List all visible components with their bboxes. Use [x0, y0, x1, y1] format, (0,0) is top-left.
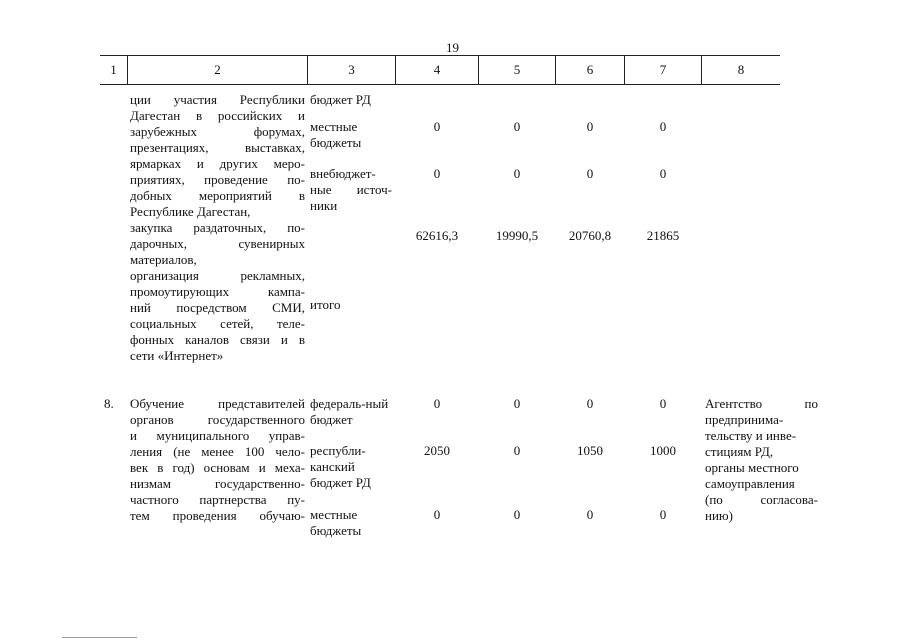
value-col-4: 2050	[424, 443, 450, 458]
value-col-5: 0	[513, 119, 521, 134]
value-col-7: 0	[659, 166, 667, 181]
header-col-4: 4	[433, 62, 441, 77]
source-label-total: итого	[310, 297, 341, 312]
value-col-7: 0	[659, 396, 667, 411]
source-label: местные бюджеты	[310, 507, 362, 538]
value-col-4: 62616,3	[415, 228, 459, 243]
description-line: Дагестан в российских и	[130, 108, 305, 123]
description-line: частного партнерства пу-	[130, 492, 305, 507]
value-col-7: 1000	[650, 443, 676, 458]
scan-edge-mark	[62, 637, 137, 638]
header-bottom-border	[100, 84, 780, 85]
value-col-7: 0	[659, 119, 667, 134]
value-col-6: 0	[586, 507, 594, 522]
description-line: ний посредством СМИ,	[130, 300, 305, 315]
header-col-8: 8	[737, 62, 745, 77]
value-col-4: 0	[433, 166, 441, 181]
executor-line: тельству и инве-	[705, 428, 797, 443]
description-line: ления (не менее 100 чело-	[130, 444, 305, 459]
description-line: зарубежных форумах,	[130, 124, 305, 139]
value-col-6: 20760,8	[568, 228, 612, 243]
value-col-5: 0	[513, 443, 521, 458]
value-col-7: 21865	[646, 228, 680, 243]
executor-line: (по согласова-	[705, 492, 818, 507]
description-line: тем проведения обучаю-	[130, 508, 305, 523]
description-line: век в год) основам и меха-	[130, 460, 305, 475]
description-line: и муниципального управ-	[130, 428, 305, 443]
header-col-5: 5	[513, 62, 521, 77]
executor-line: органы местного	[705, 460, 799, 475]
value-col-5: 0	[513, 507, 521, 522]
description-line: сети «Интернет»	[130, 348, 224, 363]
prev-row-description	[130, 92, 305, 364]
description-line: приятиях, проведение по-	[130, 172, 305, 187]
source-label: внебюджет-ные источ-ники	[310, 166, 392, 213]
description-line: промоутирующих кампа-	[130, 284, 305, 299]
row-8-executor	[705, 396, 818, 524]
row-number: 8.	[104, 396, 114, 411]
source-label: бюджет РД	[310, 92, 371, 107]
source-label: федераль-ный бюджет	[310, 396, 389, 427]
executor-line: самоуправления	[705, 476, 795, 491]
value-col-6: 0	[586, 119, 594, 134]
description-line: организация рекламных,	[130, 268, 305, 283]
source-label: местные бюджеты	[310, 119, 362, 150]
value-col-6: 1050	[577, 443, 603, 458]
description-line: дарочных, сувенирных	[130, 236, 305, 251]
description-line: материалов,	[130, 252, 197, 267]
description-line: ции участия Республики	[130, 92, 305, 107]
executor-line: предпринима-	[705, 412, 784, 427]
description-line: презентациях, выставках,	[130, 140, 305, 155]
value-col-6: 0	[586, 396, 594, 411]
description-line: закупка раздаточных, по-	[130, 220, 305, 235]
value-col-5: 0	[513, 166, 521, 181]
executor-line: нию)	[705, 508, 733, 523]
description-line: ярмарках и других меро-	[130, 156, 305, 171]
description-line: социальных сетей, теле-	[130, 316, 305, 331]
description-line: органов государственного	[130, 412, 305, 427]
value-col-7: 0	[659, 507, 667, 522]
page-number: 19	[446, 40, 459, 55]
description-line: фонных каналов связи и в	[130, 332, 305, 347]
header-col-3: 3	[348, 62, 355, 77]
executor-line: стициям РД,	[705, 444, 774, 459]
description-line: низмам государственно-	[130, 476, 305, 491]
executor-line: Агентство по	[705, 396, 818, 411]
header-col-1: 1	[110, 62, 117, 77]
description-line: Обучение представителей	[130, 396, 305, 411]
value-col-4: 0	[433, 507, 441, 522]
value-col-5: 0	[513, 396, 521, 411]
source-label: республи-канский бюджет РД	[310, 443, 371, 490]
header-col-2: 2	[214, 62, 221, 77]
value-col-5: 19990,5	[495, 228, 539, 243]
description-line: Республике Дагестан,	[130, 204, 251, 219]
header-col-6: 6	[586, 62, 594, 77]
header-col-7: 7	[659, 62, 667, 77]
row-8-description	[130, 396, 305, 524]
table-top-border	[100, 55, 780, 56]
value-col-6: 0	[586, 166, 594, 181]
value-col-4: 0	[433, 119, 441, 134]
value-col-4: 0	[433, 396, 441, 411]
description-line: добных мероприятий в	[130, 188, 305, 203]
